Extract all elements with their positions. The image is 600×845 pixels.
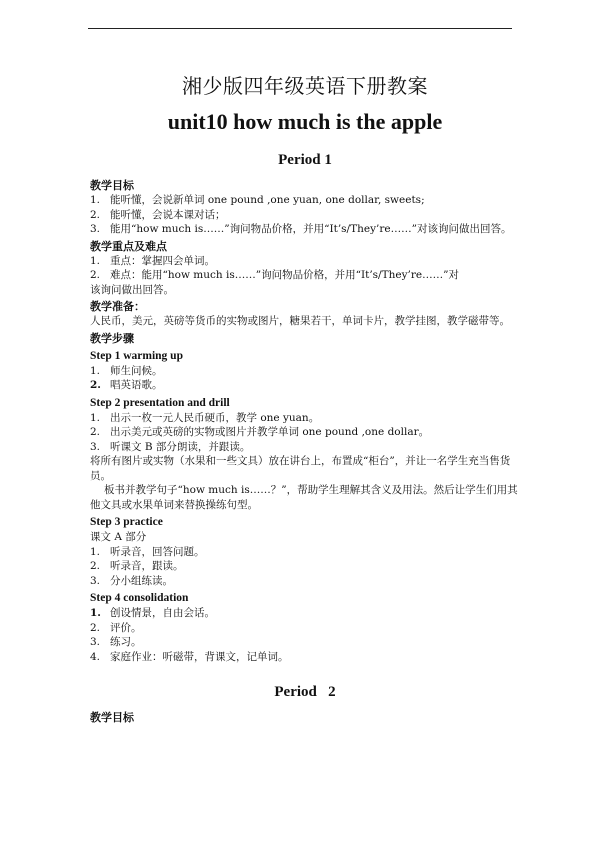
step-1-heading: Step 1 warming up — [90, 349, 183, 362]
list-item: 2. 听录音，跟读。 — [90, 560, 184, 572]
step-3-heading: Step 3 practice — [90, 516, 163, 528]
key-points-continuation: 该询问做出回答。 — [90, 283, 174, 296]
header-rule — [88, 28, 512, 29]
list-item: 2. 唱英语歌。 — [90, 379, 163, 391]
list-item: 2. 能听懂，会说本课对话； — [90, 208, 226, 221]
step-1-list — [90, 364, 520, 393]
steps-heading: 教学步骤 — [90, 331, 134, 345]
list-item: 2. 难点：能用“how much is……”询问物品价格，并用“It’s/They’re……”对 — [90, 269, 459, 281]
objectives-heading: 教学目标 — [90, 179, 134, 192]
step-2-paragraph-2: 板书并教学句子“how much is……？”，帮助学生理解其含义及用法。然后让学生们用其他文具或水果单词来替换操练句型。 — [90, 484, 518, 511]
key-points-list — [90, 254, 520, 283]
preparation-heading: 教学准备： — [90, 300, 145, 313]
document-subtitle: unit10 how much is the apple — [167, 109, 443, 134]
list-item: 4. 家庭作业：听磁带，背课文，记单词。 — [90, 650, 289, 663]
period-1-heading: Period 1 — [278, 152, 332, 168]
step-4-heading: Step 4 consolidation — [90, 592, 189, 604]
list-item: 3. 能用“how much is……”询问物品价格，并用“It’s/They’re……”对该询问做出回答。 — [90, 223, 512, 235]
document-title: 湘少版四年级英语下册教案 — [182, 74, 428, 98]
step-2-list — [90, 411, 520, 455]
list-item: 1. 重点：掌握四会单词。 — [90, 254, 215, 267]
list-item: 1. 师生问候。 — [90, 364, 163, 377]
list-item: 3. 分小组练读。 — [90, 574, 173, 587]
lesson-plan-document — [90, 72, 520, 725]
list-item: 3. 练习。 — [90, 636, 142, 648]
step-4-list — [90, 606, 520, 664]
step-3-intro: 课文 A 部分 — [90, 531, 147, 543]
step-3-list — [90, 545, 520, 589]
step-2-heading: Step 2 presentation and drill — [90, 396, 230, 409]
list-item: 2. 出示美元或英磅的实物或图片并教学单词 one pound ,one dollar。 — [90, 426, 430, 438]
list-item: 1. 听录音，回答问题。 — [90, 545, 205, 558]
list-item: 3. 听课文 B 部分朗读，并跟读。 — [90, 440, 251, 453]
period-2-heading: Period 2 — [274, 684, 336, 700]
period-2-objectives-heading: 教学目标 — [90, 711, 134, 724]
list-item: 1. 能听懂，会说新单词 one pound ,one yuan, one dollar, sweets; — [90, 194, 425, 206]
list-item: 2. 评价。 — [90, 621, 142, 634]
preparation-text: 人民币，美元，英磅等货币的实物或图片，糖果若干，单词卡片，教学挂图，教学磁带等。 — [90, 315, 510, 327]
list-item: 1. 出示一枚一元人民币硬币，教学 one yuan。 — [90, 411, 320, 424]
step-2-paragraph-1: 将所有图片或实物（水果和一些文具）放在讲台上，布置成“柜台”，并让一名学生充当售货员。 — [90, 455, 511, 482]
key-points-heading: 教学重点及难点 — [90, 239, 167, 253]
objectives-list — [90, 193, 520, 237]
list-item: 1. 创设情景，自由会话。 — [90, 607, 215, 619]
